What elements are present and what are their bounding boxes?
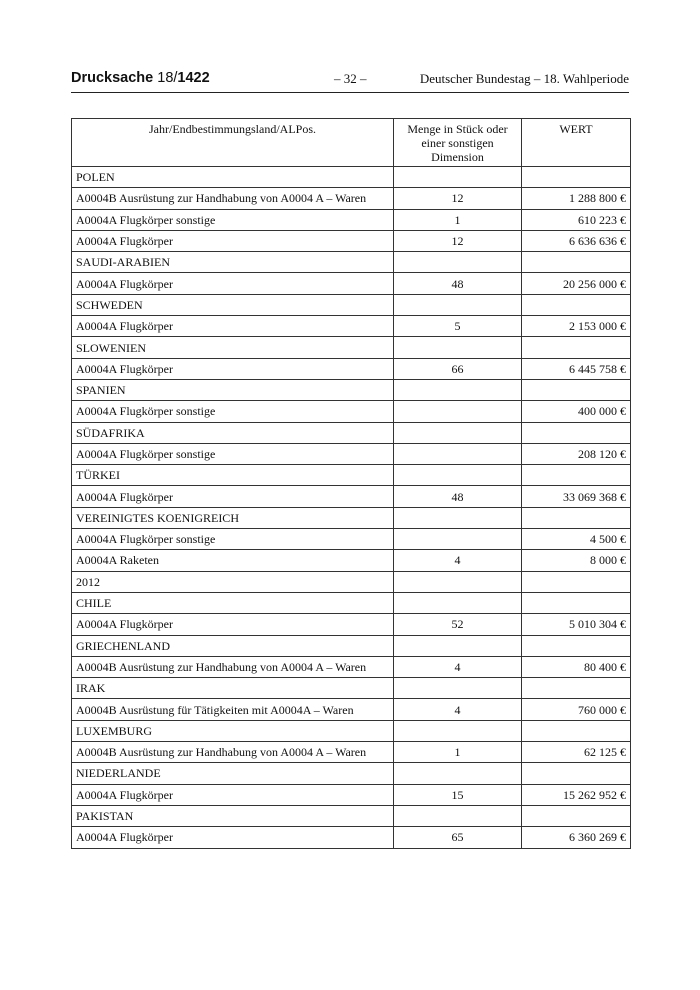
cell-value: [522, 252, 631, 273]
cell-quantity: 15: [394, 784, 522, 805]
document-number: [71, 70, 210, 86]
table-row: [72, 742, 631, 763]
table-row: [72, 230, 631, 251]
cell-label: LUXEMBURG: [72, 720, 394, 741]
table-row: [72, 486, 631, 507]
cell-value: 208 120 €: [522, 443, 631, 464]
table-row: [72, 827, 631, 848]
cell-label: A0004A Flugkörper: [72, 273, 394, 294]
cell-quantity: [394, 678, 522, 699]
cell-value: 6 636 636 €: [522, 230, 631, 251]
doc-label: Drucksache: [71, 70, 154, 86]
table-row: [72, 401, 631, 422]
cell-value: 400 000 €: [522, 401, 631, 422]
cell-label: A0004A Flugkörper: [72, 230, 394, 251]
cell-label: A0004A Flugkörper: [72, 358, 394, 379]
table-row: [72, 592, 631, 613]
cell-label: NIEDERLANDE: [72, 763, 394, 784]
doc-number: 1422: [177, 70, 210, 86]
cell-value: 6 360 269 €: [522, 827, 631, 848]
table-row: [72, 635, 631, 656]
cell-quantity: 1: [394, 742, 522, 763]
cell-quantity: 65: [394, 827, 522, 848]
cell-label: GRIECHENLAND: [72, 635, 394, 656]
cell-label: SAUDI-ARABIEN: [72, 252, 394, 273]
cell-value: [522, 805, 631, 826]
cell-quantity: [394, 571, 522, 592]
cell-value: [522, 422, 631, 443]
page-header: [71, 70, 629, 93]
cell-label: TÜRKEI: [72, 465, 394, 486]
cell-label: A0004A Flugkörper sonstige: [72, 401, 394, 422]
cell-value: 610 223 €: [522, 209, 631, 230]
column-header-value: WERT: [522, 119, 631, 167]
cell-label: A0004A Flugkörper: [72, 486, 394, 507]
cell-quantity: 1: [394, 209, 522, 230]
cell-quantity: [394, 379, 522, 400]
table-header-row: [72, 119, 631, 167]
cell-value: [522, 167, 631, 188]
cell-label: VEREINIGTES KOENIGREICH: [72, 507, 394, 528]
table-row: [72, 678, 631, 699]
cell-value: [522, 592, 631, 613]
cell-value: [522, 763, 631, 784]
cell-value: 15 262 952 €: [522, 784, 631, 805]
cell-quantity: 4: [394, 656, 522, 677]
table-row: [72, 316, 631, 337]
cell-label: IRAK: [72, 678, 394, 699]
cell-label: A0004B Ausrüstung zur Handhabung von A0004 A – Waren: [72, 742, 394, 763]
table-row: [72, 358, 631, 379]
cell-value: 5 010 304 €: [522, 614, 631, 635]
cell-quantity: 48: [394, 486, 522, 507]
cell-label: A0004A Flugkörper sonstige: [72, 443, 394, 464]
table-row: [72, 337, 631, 358]
table-row: [72, 571, 631, 592]
cell-value: [522, 465, 631, 486]
cell-label: A0004A Flugkörper: [72, 316, 394, 337]
cell-value: [522, 571, 631, 592]
cell-quantity: 4: [394, 699, 522, 720]
cell-label: SÜDAFRIKA: [72, 422, 394, 443]
table-row: [72, 529, 631, 550]
cell-value: 62 125 €: [522, 742, 631, 763]
cell-label: A0004A Flugkörper: [72, 784, 394, 805]
cell-quantity: [394, 443, 522, 464]
cell-quantity: [394, 167, 522, 188]
cell-quantity: [394, 635, 522, 656]
export-table: [71, 118, 631, 849]
cell-value: 80 400 €: [522, 656, 631, 677]
publisher: Deutscher Bundestag – 18. Wahlperiode: [419, 71, 629, 86]
cell-value: [522, 720, 631, 741]
cell-label: CHILE: [72, 592, 394, 613]
cell-label: A0004A Flugkörper: [72, 614, 394, 635]
cell-value: [522, 507, 631, 528]
table-row: [72, 550, 631, 571]
cell-label: A0004B Ausrüstung für Tätigkeiten mit A0004A – Waren: [72, 699, 394, 720]
cell-quantity: 12: [394, 188, 522, 209]
cell-value: 4 500 €: [522, 529, 631, 550]
cell-quantity: [394, 465, 522, 486]
cell-quantity: [394, 252, 522, 273]
table-row: [72, 720, 631, 741]
cell-label: A0004B Ausrüstung zur Handhabung von A0004 A – Waren: [72, 656, 394, 677]
table-row: [72, 507, 631, 528]
column-header-quantity: Menge in Stück oder einer sonstigen Dimension: [394, 119, 522, 167]
cell-value: 8 000 €: [522, 550, 631, 571]
table-row: [72, 379, 631, 400]
cell-quantity: [394, 529, 522, 550]
cell-quantity: [394, 805, 522, 826]
cell-label: SCHWEDEN: [72, 294, 394, 315]
cell-quantity: 48: [394, 273, 522, 294]
cell-label: SPANIEN: [72, 379, 394, 400]
table-row: [72, 252, 631, 273]
cell-value: 33 069 368 €: [522, 486, 631, 507]
cell-value: [522, 294, 631, 315]
table-row: [72, 443, 631, 464]
cell-quantity: [394, 422, 522, 443]
table-row: [72, 294, 631, 315]
cell-label: A0004B Ausrüstung zur Handhabung von A0004 A – Waren: [72, 188, 394, 209]
cell-quantity: 66: [394, 358, 522, 379]
table-row: [72, 273, 631, 294]
cell-quantity: [394, 294, 522, 315]
cell-value: [522, 337, 631, 358]
table-row: [72, 763, 631, 784]
page-number: – 32 –: [334, 71, 367, 86]
cell-value: [522, 379, 631, 400]
cell-quantity: 52: [394, 614, 522, 635]
cell-quantity: [394, 507, 522, 528]
cell-label: A0004A Flugkörper sonstige: [72, 529, 394, 550]
cell-label: 2012: [72, 571, 394, 592]
table-body: [72, 167, 631, 849]
cell-value: 20 256 000 €: [522, 273, 631, 294]
table-row: [72, 699, 631, 720]
table-row: [72, 656, 631, 677]
cell-label: A0004A Flugkörper: [72, 827, 394, 848]
table-row: [72, 209, 631, 230]
cell-value: 2 153 000 €: [522, 316, 631, 337]
cell-label: A0004A Flugkörper sonstige: [72, 209, 394, 230]
table-row: [72, 167, 631, 188]
table-row: [72, 614, 631, 635]
cell-label: A0004A Raketen: [72, 550, 394, 571]
table-row: [72, 188, 631, 209]
cell-quantity: [394, 763, 522, 784]
cell-quantity: [394, 401, 522, 422]
cell-value: 6 445 758 €: [522, 358, 631, 379]
table-row: [72, 422, 631, 443]
table-row: [72, 805, 631, 826]
cell-quantity: 4: [394, 550, 522, 571]
cell-value: [522, 678, 631, 699]
cell-quantity: [394, 720, 522, 741]
doc-number-prefix: 18/: [157, 70, 178, 86]
cell-quantity: 5: [394, 316, 522, 337]
column-header-position: Jahr/Endbestimmungsland/ALPos.: [72, 119, 394, 167]
cell-quantity: [394, 337, 522, 358]
cell-quantity: [394, 592, 522, 613]
cell-quantity: 12: [394, 230, 522, 251]
cell-value: 760 000 €: [522, 699, 631, 720]
cell-label: SLOWENIEN: [72, 337, 394, 358]
cell-label: POLEN: [72, 167, 394, 188]
cell-value: [522, 635, 631, 656]
table-row: [72, 465, 631, 486]
cell-label: PAKISTAN: [72, 805, 394, 826]
table-row: [72, 784, 631, 805]
cell-value: 1 288 800 €: [522, 188, 631, 209]
